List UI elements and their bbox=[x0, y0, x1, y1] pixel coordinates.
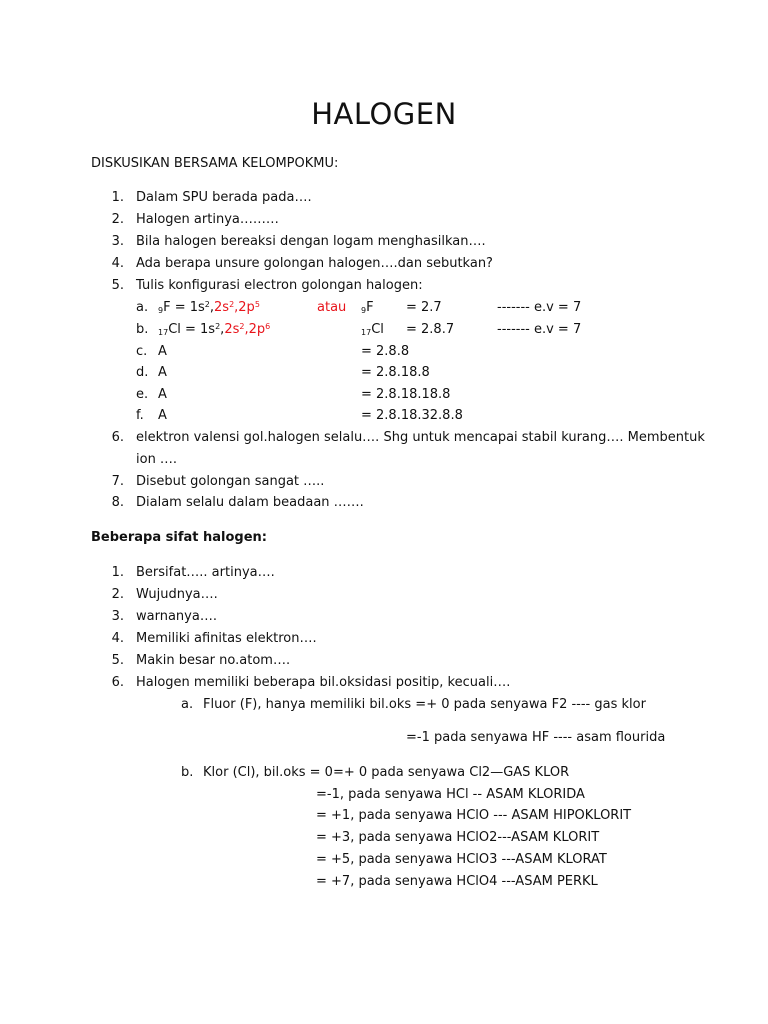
list-number: 2. bbox=[111, 212, 124, 227]
config-shell: = 2.8.18.18.8 bbox=[361, 387, 451, 402]
list-letter: a. bbox=[181, 697, 194, 712]
list-number: 3. bbox=[111, 609, 124, 624]
list-letter: a. bbox=[136, 300, 149, 315]
config-shell: = 2.8.18.8 bbox=[361, 365, 430, 380]
page-title: HALOGEN bbox=[311, 97, 457, 131]
list-text: warnanya…. bbox=[136, 609, 217, 624]
list-text: Halogen artinya……… bbox=[136, 212, 279, 227]
list-number: 7. bbox=[111, 474, 124, 489]
list-text: Halogen memiliki beberapa bil.oksidasi positip, kecuali…. bbox=[136, 675, 511, 690]
config-shell: = 2.8.7 bbox=[406, 322, 455, 337]
list-letter: e. bbox=[136, 387, 149, 402]
config-label: A bbox=[158, 344, 167, 359]
config-symbol: $_{17}$Cl bbox=[361, 322, 384, 337]
list-text: elektron valensi gol.halogen selalu…. Shg untuk mencapai stabil kurang…. Membentuk bbox=[136, 430, 705, 445]
config-ev: ------- e.v = 7 bbox=[497, 322, 582, 337]
list-text: Dalam SPU berada pada…. bbox=[136, 190, 312, 205]
list-letter: b. bbox=[181, 765, 194, 780]
list-text: Bersifat….. artinya…. bbox=[136, 565, 275, 580]
atau-label: atau bbox=[317, 300, 347, 315]
config-ev: ------- e.v = 7 bbox=[497, 300, 582, 315]
config-label: A bbox=[158, 365, 167, 380]
config-label: A bbox=[158, 408, 167, 423]
list-text: Bila halogen bereaksi dengan logam menghasilkan…. bbox=[136, 234, 486, 249]
discussion-heading: DISKUSIKAN BERSAMA KELOMPOKMU: bbox=[91, 156, 339, 171]
config-formula: $_{17}Cl = 1s^2,2s^2,2p^6$ bbox=[158, 322, 271, 337]
list-number: 4. bbox=[111, 256, 124, 271]
fluor-line-1: Fluor (F), hanya memiliki bil.oks =+ 0 pada senyawa F2 ---- gas klor bbox=[203, 697, 646, 712]
properties-heading: Beberapa sifat halogen: bbox=[91, 530, 267, 545]
list-text: Makin besar no.atom…. bbox=[136, 653, 291, 668]
list-number: 5. bbox=[111, 278, 124, 293]
list-letter: c. bbox=[136, 344, 148, 359]
list-letter: b. bbox=[136, 322, 149, 337]
list-letter: d. bbox=[136, 365, 149, 380]
klor-line-1: Klor (Cl), bil.oks = 0=+ 0 pada senyawa Cl2—GAS KLOR bbox=[203, 765, 570, 780]
klor-line: = +7, pada senyawa HClO4 ---ASAM PERKL bbox=[316, 874, 598, 889]
list-number: 6. bbox=[111, 675, 124, 690]
list-text-continued: ion …. bbox=[136, 452, 178, 467]
config-shell: = 2.7 bbox=[406, 300, 442, 315]
list-text: Memiliki afinitas elektron…. bbox=[136, 631, 317, 646]
config-symbol: $_9$F bbox=[361, 300, 374, 315]
list-text: Ada berapa unsure golongan halogen….dan sebutkan? bbox=[136, 256, 493, 271]
klor-line: = +3, pada senyawa HClO2---ASAM KLORIT bbox=[316, 830, 600, 845]
list-text: Tulis konfigurasi electron golongan halogen: bbox=[136, 278, 423, 293]
list-number: 6. bbox=[111, 430, 124, 445]
klor-line: =-1, pada senyawa HCl -- ASAM KLORIDA bbox=[316, 787, 585, 802]
list-text: Disebut golongan sangat ….. bbox=[136, 474, 325, 489]
klor-line: = +1, pada senyawa HClO --- ASAM HIPOKLORIT bbox=[316, 808, 632, 823]
list-letter: f. bbox=[136, 408, 144, 423]
list-number: 1. bbox=[111, 190, 124, 205]
klor-line: = +5, pada senyawa HClO3 ---ASAM KLORAT bbox=[316, 852, 607, 867]
config-formula: $_9F = 1s^2,2s^2,2p^5$ bbox=[158, 300, 260, 315]
list-number: 3. bbox=[111, 234, 124, 249]
list-number: 4. bbox=[111, 631, 124, 646]
list-text: Dialam selalu dalam beadaan ……. bbox=[136, 495, 364, 510]
fluor-line-2: =-1 pada senyawa HF ---- asam flourida bbox=[406, 730, 666, 745]
list-number: 8. bbox=[111, 495, 124, 510]
list-number: 2. bbox=[111, 587, 124, 602]
config-shell: = 2.8.18.32.8.8 bbox=[361, 408, 463, 423]
config-label: A bbox=[158, 387, 167, 402]
list-text: Wujudnya…. bbox=[136, 587, 218, 602]
list-number: 1. bbox=[111, 565, 124, 580]
config-shell: = 2.8.8 bbox=[361, 344, 410, 359]
list-number: 5. bbox=[111, 653, 124, 668]
